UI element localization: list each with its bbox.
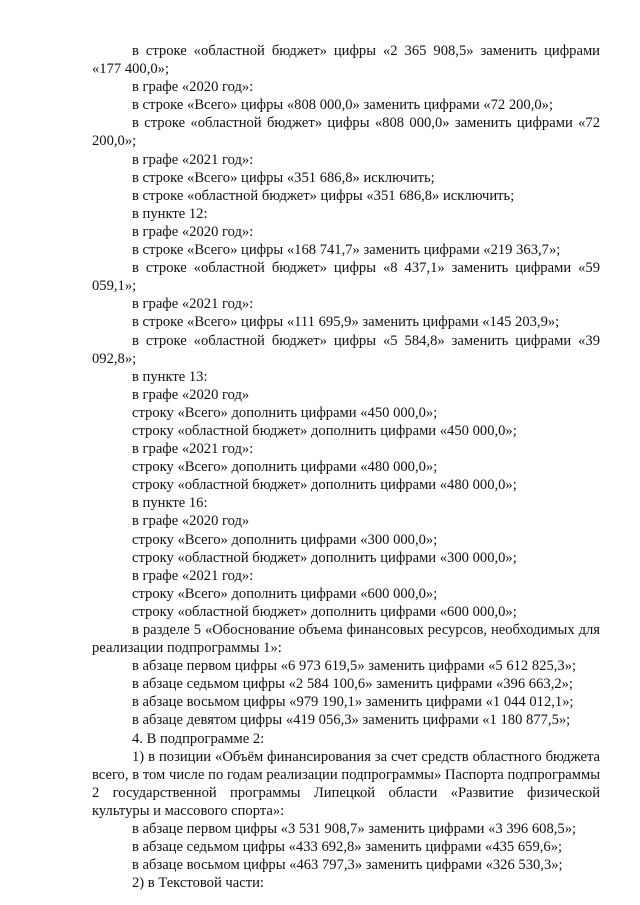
paragraph: в строке «областной бюджет» цифры «5 584,8» заменить цифрами «39 092,8»; xyxy=(92,332,600,367)
paragraph: строку «областной бюджет» дополнить цифрами «450 000,0»; xyxy=(132,422,517,439)
paragraph: в абзаце девятом цифры «419 056,3» заменить цифрами «1 180 877,5»; xyxy=(132,712,571,729)
paragraph: строку «областной бюджет» дополнить цифрами «600 000,0»; xyxy=(132,603,517,620)
paragraph: в строке «областной бюджет» цифры «8 437,1» заменить цифрами «59 059,1»; xyxy=(92,260,600,295)
paragraph: 4. В подпрограмме 2: xyxy=(132,730,265,747)
paragraph: строку «Всего» дополнить цифрами «450 000,0»; xyxy=(132,404,438,421)
paragraph: в строке «Всего» цифры «168 741,7» заменить цифрами «219 363,7»; xyxy=(132,242,561,259)
paragraph: в абзаце первом цифры «6 973 619,5» заменить цифрами «5 612 825,3»; xyxy=(132,658,577,675)
paragraph: в абзаце седьмом цифры «433 692,8» заменить цифрами «435 659,6»; xyxy=(132,839,563,856)
paragraph: в графе «2020 год» xyxy=(132,386,250,403)
paragraph: в строке «Всего» цифры «808 000,0» заменить цифрами «72 200,0»; xyxy=(132,97,554,114)
paragraph: в графе «2020 год»: xyxy=(132,223,254,240)
paragraph: в абзаце первом цифры «3 531 908,7» заменить цифрами «3 396 608,5»; xyxy=(132,821,577,838)
paragraph: в пункте 16: xyxy=(132,495,208,512)
paragraph: строку «областной бюджет» дополнить цифрами «300 000,0»; xyxy=(132,549,517,566)
paragraph: в графе «2021 год»: xyxy=(132,567,254,584)
paragraph: в графе «2020 год» xyxy=(132,513,250,530)
paragraph: 2) в Текстовой части: xyxy=(132,875,264,892)
paragraph: строку «Всего» дополнить цифрами «480 000,0»; xyxy=(132,459,438,476)
paragraph: строку «Всего» дополнить цифрами «300 000,0»; xyxy=(132,531,438,548)
paragraph: в строке «Всего» цифры «111 695,9» заменить цифрами «145 203,9»; xyxy=(132,314,560,331)
paragraph: в строке «Всего» цифры «351 686,8» исключить; xyxy=(132,169,435,186)
paragraph: в абзаце восьмом цифры «463 797,3» заменить цифрами «326 530,3»; xyxy=(132,857,563,874)
paragraph: в строке «областной бюджет» цифры «808 000,0» заменить цифрами «72 200,0»; xyxy=(92,115,600,150)
paragraph: в графе «2021 год»: xyxy=(132,441,254,458)
paragraph: в графе «2021 год»: xyxy=(132,296,254,313)
paragraph: в абзаце восьмом цифры «979 190,1» заменить цифрами «1 044 012,1»; xyxy=(132,694,574,711)
paragraph: в графе «2021 год»: xyxy=(132,151,254,168)
paragraph: строку «Всего» дополнить цифрами «600 000,0»; xyxy=(132,585,438,602)
paragraph: в пункте 12: xyxy=(132,205,208,222)
paragraph: в строке «областной бюджет» цифры «351 686,8» исключить; xyxy=(132,187,515,204)
paragraph: в абзаце седьмом цифры «2 584 100,6» заменить цифрами «396 663,2»; xyxy=(132,676,573,693)
paragraph: строку «областной бюджет» дополнить цифрами «480 000,0»; xyxy=(132,477,517,494)
paragraph: 1) в позиции «Объём финансирования за счет средств областного бюджета всего, в том числе по годам реализации подпрограммы» Паспорта подпрограммы 2 государственной программы Липецкой области «Развитие физической культуры и массового спорта»: xyxy=(92,748,600,819)
paragraph: в пункте 13: xyxy=(132,368,208,385)
paragraph: в графе «2020 год»: xyxy=(132,79,254,96)
paragraph: в строке «областной бюджет» цифры «2 365 908,5» заменить цифрами «177 400,0»; xyxy=(92,43,600,78)
paragraph: в разделе 5 «Обоснование объема финансовых ресурсов, необходимых для реализации подпрограммы 1»: xyxy=(92,622,600,657)
document-body xyxy=(92,42,600,892)
